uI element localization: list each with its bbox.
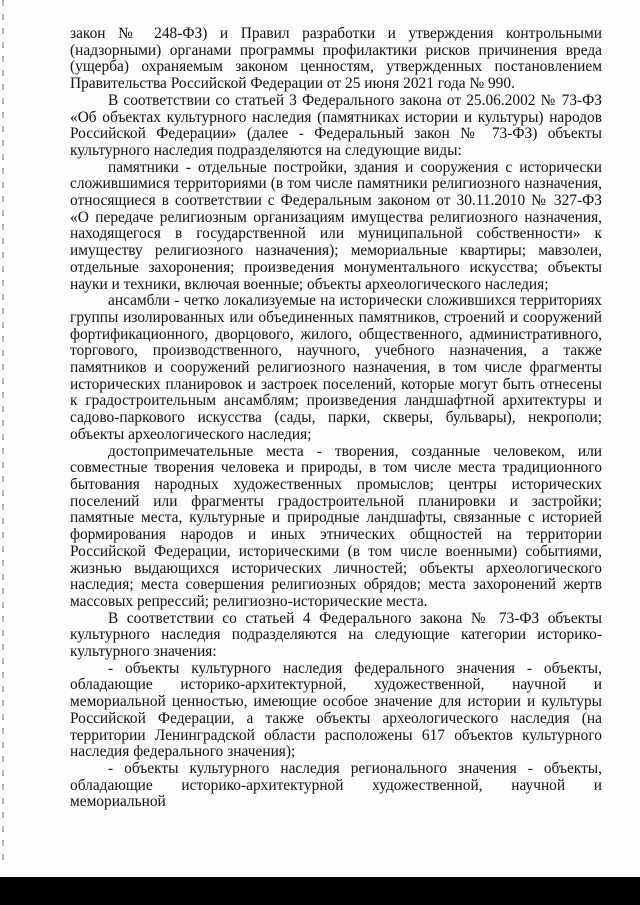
paragraph-article-3-intro: В соответствии со статьей 3 Федерального закона от 25.06.2002 № 73-ФЗ «Об объектах культурного наследия (памятниках истории и культуры) народов Российской Федерации» (далее - Федеральный закон № 73-ФЗ) объекты культурного наследия подразделяются на следующие виды: [70, 91, 602, 159]
paragraph-landmarks: достопримечательные места - творения, созданные человеком, или совместные творения человека и природы, в том числе места традиционного бытования народных художественных промыслов; центры исторических поселений или фрагменты градостроительной планировки и застройки; памятные места, культурные и природные ландшафты, связанные с историей формирования народов и иных этнических общностей на территории Российской Федерации, историческими (в том числе военными) событиями, жизнью выдающихся исторических личностей; объекты археологического наследия; места совершения религиозных обрядов; места захоронений жертв массовых репрессий; религиозно-исторические места. [70, 442, 602, 610]
paragraph-law-reference-continuation: закон № 248-ФЗ) и Правил разработки и утверждения контрольными (надзорными) органами программы профилактики рисков причинения вреда (ущерба) охраняемым законом ценностям, утвержденных постановлением Правительства Российской Федерации от 25 июня 2021 года № 990. [70, 25, 602, 93]
paragraph-article-4-intro: В соответствии со статьей 4 Федерального закона № 73-ФЗ объекты культурного наследия подразделяются на следующие категории историко-культурного значения: [70, 609, 602, 661]
document-body [70, 26, 602, 811]
scan-bottom-border [0, 877, 640, 905]
scan-edge-mark [2, 0, 4, 860]
paragraph-ensembles: ансамбли - четко локализуемые на исторически сложившихся территориях группы изолированных или объединенных памятников, строений и сооружений фортификационного, дворцового, жилого, общественного, административного, торгового, производственного, научного, учебного назначения, а также памятников и сооружений религиозного назначения, в том числе фрагменты исторических планировок и застроек поселений, которые могут быть отнесены к градостроительным ансамблям; произведения ландшафтной архитектуры и садово-паркового искусства (сады, парки, скверы, бульвары), некрополи; объекты археологического наследия; [70, 292, 602, 443]
paragraph-monuments: памятники - отдельные постройки, здания и сооружения с исторически сложившимися территориями (в том числе памятники религиозного назначения, относящиеся в соответствии с Федеральным законом от 30.11.2010 № 327-ФЗ «О передаче религиозным организациям имущества религиозного назначения, находящегося в государственной или муниципальной собственности» к имуществу религиозного назначения); мемориальные квартиры; мавзолеи, отдельные захоронения; произведения монументального искусства; объекты науки и техники, включая военные; объекты археологического наследия; [70, 158, 602, 293]
paragraph-regional-significance: - объекты культурного наследия регионального значения - объекты, обладающие историко-архитектурной художественной, научной и мемориальной [70, 759, 602, 811]
paragraph-federal-significance: - объекты культурного наследия федерального значения - объекты, обладающие историко-архитектурной, художественной, научной и мемориальной ценностью, имеющие особое значение для истории и культуры Российской Федерации, а также объекты археологического наследия (на территории Ленинградской области расположены 617 объектов культурного наследия федерального значения); [70, 659, 602, 761]
